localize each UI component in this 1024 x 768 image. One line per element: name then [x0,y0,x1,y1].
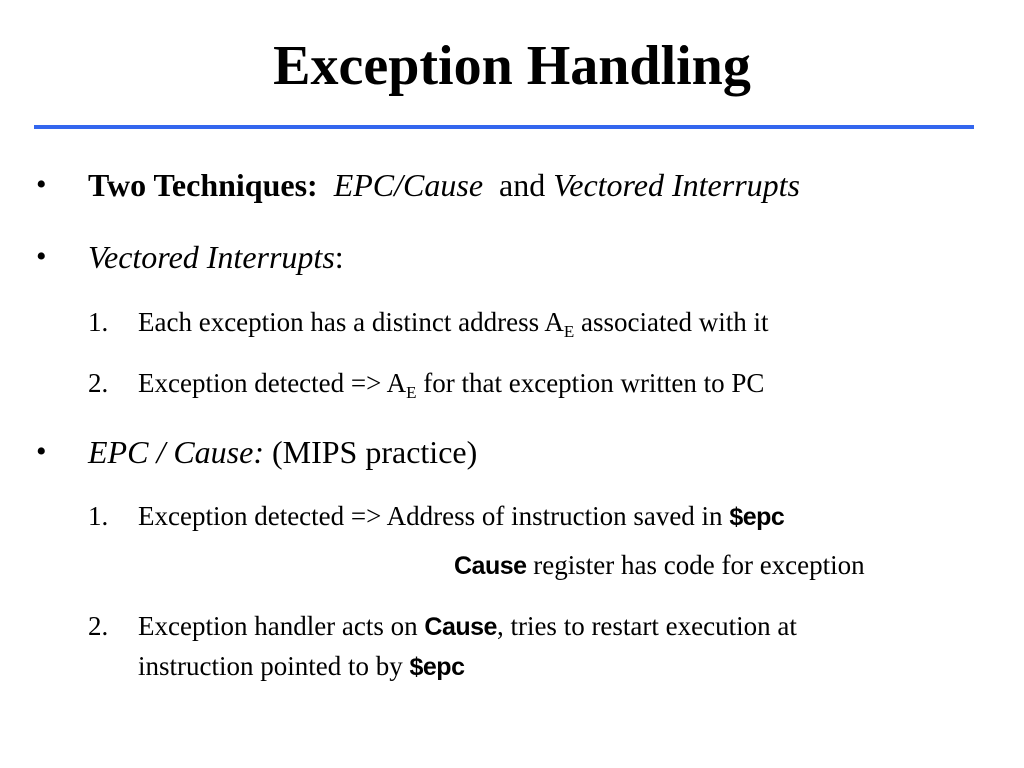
conjunction: and [499,167,546,203]
label-colon: : [334,239,344,275]
bullet-dot: • [36,435,47,468]
item-number: 1. [88,501,109,531]
subscript: E [406,383,417,402]
item-text: Exception detected => A [138,368,407,398]
register-epc: $epc [729,503,785,531]
term-epc-cause: EPC/Cause [333,167,484,203]
epc-item-1 [138,499,784,534]
item-text: Each exception has a distinct address A [138,307,564,337]
subscript: E [563,322,575,341]
bullet-epc-cause [88,432,477,472]
item-text: , tries to restart execution at [496,611,797,641]
title-underline [34,125,974,129]
epc-item-2-line-2 [138,649,464,684]
register-epc: $epc [409,653,465,681]
bullet-dot: • [36,240,47,273]
bullet-suffix: (MIPS practice) [271,434,478,470]
bullet-label: Vectored Interrupts [88,239,335,275]
item-number: 2. [88,611,109,641]
slide-title: Exception Handling [273,35,751,97]
item-text: register has code for exception [526,550,865,580]
bullet-label: Two Techniques: [88,167,318,203]
item-text: Exception handler acts on [138,611,425,641]
epc-item-1-continuation [454,548,865,583]
item-text: instruction pointed to by [138,651,410,681]
item-text: associated with it [574,307,769,337]
epc-item-2 [138,609,797,644]
bullet-label: EPC / Cause: [88,434,264,470]
item-text: for that exception written to PC [416,368,765,398]
item-text: Exception detected => Address of instruction saved in [138,501,730,531]
register-cause: Cause [424,613,497,641]
register-cause: Cause [454,552,527,580]
vectored-item-2 [138,366,764,400]
item-number: 2. [88,368,109,398]
bullet-dot: • [36,168,47,201]
bullet-two-techniques [88,165,800,205]
item-number: 1. [88,307,109,337]
vectored-item-1 [138,305,768,339]
term-vectored-interrupts: Vectored Interrupts [553,167,800,203]
bullet-vectored-interrupts [88,237,344,277]
